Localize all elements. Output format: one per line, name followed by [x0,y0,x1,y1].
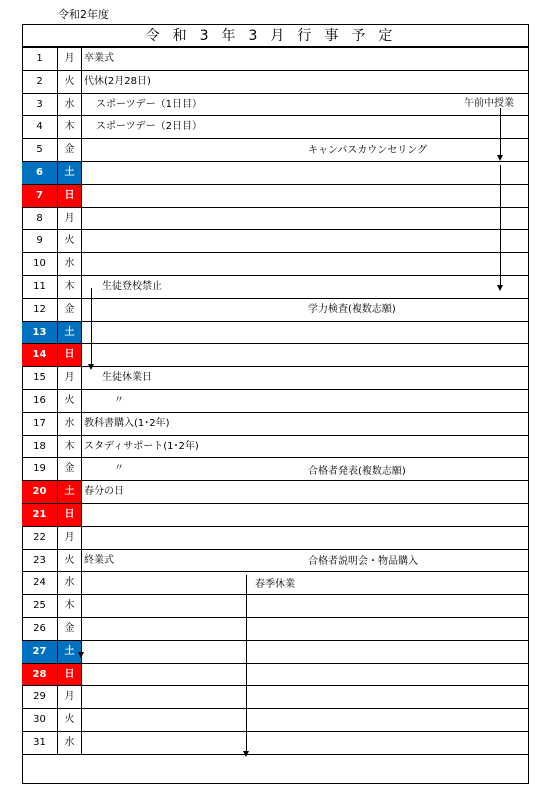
event-text [84,162,524,184]
day-number: 10 [22,253,58,275]
event-text [84,253,524,275]
table-row [22,458,529,481]
day-number: 19 [22,458,58,480]
day-number: 21 [22,504,58,526]
weekday: 日 [58,664,82,686]
event-text: 教科書購入(1･2年) [84,417,170,429]
event-text: 卒業式 [84,53,114,64]
table-row [22,230,529,253]
day-number: 12 [22,299,58,321]
table-row [22,344,529,367]
arrow-27-head [78,652,84,658]
day-number: 13 [22,322,58,344]
event-text [84,686,524,708]
weekday: 木 [58,116,82,138]
event-text: スポーツデー（1日目） [96,98,202,110]
event-text: 〃 [114,394,124,406]
weekday: 火 [58,709,82,731]
day-number: 14 [22,344,58,366]
weekday: 火 [58,230,82,252]
table-row [22,686,529,709]
event-text: 生徒休業日 [102,372,152,384]
weekday: 土 [58,481,82,503]
weekday: 木 [58,436,82,458]
event-text [84,709,524,731]
table-row [22,185,529,208]
arrow-no-attendance-head [88,364,94,370]
day-number: 20 [22,481,58,503]
arrow-counseling-head [497,285,503,291]
weekday: 金 [58,139,82,161]
event-text: スポーツデー（2日目） [96,121,202,133]
weekday: 木 [58,276,82,298]
table-row [22,504,529,527]
day-number: 8 [22,208,58,230]
day-number: 28 [22,664,58,686]
weekday: 土 [58,162,82,184]
table-row [22,299,529,322]
arrow-counseling-line [500,165,501,285]
event-text [84,208,524,230]
table-row [22,595,529,618]
day-number: 26 [22,618,58,640]
day-number: 11 [22,276,58,298]
arrow-spring-break-head [243,751,249,757]
event-text [84,572,524,594]
day-number: 29 [22,686,58,708]
day-number: 4 [22,116,58,138]
annotation-academic-test: 学力検査(複数志願) [308,304,396,315]
arrow-morning-class-line [500,108,501,155]
day-number: 6 [22,162,58,184]
page-title: 令和3年3月行事予定 [22,24,529,48]
table-row [22,94,529,117]
event-text [84,664,524,686]
event-text [84,230,524,252]
arrow-no-attendance-line [91,288,92,364]
event-text [84,344,524,366]
weekday: 土 [58,641,82,663]
event-text [84,322,524,344]
day-number: 24 [22,572,58,594]
table-row [22,413,529,436]
event-text [84,732,524,754]
event-text [84,185,524,207]
weekday: 月 [58,208,82,230]
weekday: 日 [58,344,82,366]
table-row [22,390,529,413]
event-text [84,299,524,321]
table-row [22,162,529,185]
annotation-morning-class: 午前中授業 [464,98,514,109]
day-number: 9 [22,230,58,252]
event-text [84,641,524,663]
table-row [22,208,529,231]
weekday: 水 [58,572,82,594]
table-row [22,732,529,755]
weekday: 月 [58,48,82,70]
table-row [22,550,529,573]
table-row [22,527,529,550]
day-number: 31 [22,732,58,754]
day-number: 2 [22,71,58,93]
weekday: 水 [58,732,82,754]
event-text: 終業式 [84,554,114,566]
day-number: 17 [22,413,58,435]
table-row [22,139,529,162]
table-row [22,367,529,390]
table-row [22,116,529,139]
table-row [22,618,529,641]
table-row [22,253,529,276]
table-row [22,709,529,732]
day-number: 18 [22,436,58,458]
day-number: 3 [22,94,58,116]
day-number: 25 [22,595,58,617]
weekday: 日 [58,504,82,526]
fiscal-year-label: 令和2年度 [58,8,109,21]
day-number: 7 [22,185,58,207]
table-row [22,641,529,664]
event-text: スタディサポート(1･2年) [84,440,199,452]
event-text [84,595,524,617]
table-row [22,322,529,345]
day-number: 23 [22,550,58,572]
weekday: 土 [58,322,82,344]
table-row [22,664,529,687]
table-row [22,48,529,71]
event-text: 代休(2月28日) [84,75,151,87]
weekday: 木 [58,595,82,617]
table-row [22,436,529,459]
arrow-morning-class-head [497,155,503,161]
arrow-spring-break-line [246,575,247,751]
event-text [84,139,524,161]
table-row [22,71,529,94]
weekday: 火 [58,390,82,412]
table-row [22,481,529,504]
annotation-orientation: 合格者説明会・物品購入 [308,556,418,567]
weekday: 日 [58,185,82,207]
weekday: 水 [58,413,82,435]
weekday: 月 [58,367,82,389]
annotation-spring-break: 春季休業 [255,579,295,590]
day-number: 22 [22,527,58,549]
day-number: 15 [22,367,58,389]
event-text: 春分の日 [84,486,124,498]
event-text: 生徒登校禁止 [102,280,162,292]
day-number: 5 [22,139,58,161]
day-number: 27 [22,641,58,663]
weekday: 月 [58,686,82,708]
day-number: 1 [22,48,58,70]
weekday: 金 [58,458,82,480]
weekday: 火 [58,71,82,93]
day-number: 30 [22,709,58,731]
event-text [84,504,524,526]
weekday: 火 [58,550,82,572]
day-number: 16 [22,390,58,412]
weekday: 月 [58,527,82,549]
annotation-campus-counseling: キャンパスカウンセリング [308,145,428,156]
weekday: 水 [58,94,82,116]
event-text: 〃 [114,463,124,475]
weekday: 金 [58,299,82,321]
event-text [84,527,524,549]
schedule-table [22,48,529,755]
event-text [84,618,524,640]
table-row [22,276,529,299]
weekday: 水 [58,253,82,275]
weekday: 金 [58,618,82,640]
annotation-results: 合格者発表(複数志願) [308,466,406,477]
